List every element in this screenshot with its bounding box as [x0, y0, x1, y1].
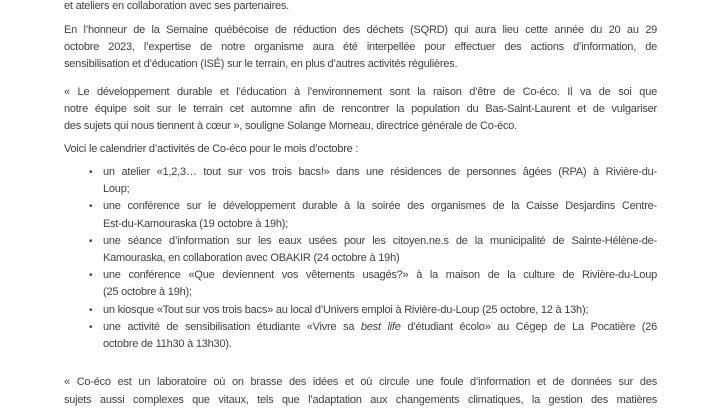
text-line: une conférence «Que deviennent vos vêtements usagés?» à la maison de la culture de Rivière-du-Loup	[103, 269, 657, 282]
list-item	[64, 198, 657, 232]
bullet-icon: •	[89, 235, 93, 247]
text-line: octobre de 11h30 à 13h30).	[103, 338, 232, 351]
bullet-text	[103, 319, 657, 353]
text-line: un kiosque «Tout sur vos trois bacs» au local d’Univers emploi à Rivière-du-Loup (25 octobre, 12 à 13h);	[103, 303, 589, 316]
text-line: sujets aussi complexes que vitaux, tels que l’adaptation aux changements climatiques, la gestion des matières	[64, 394, 657, 406]
italic-text: best life	[360, 320, 401, 333]
text-line: notre équipe soit sur le terrain cet automne afin de rencontrer la population du Bas-Saint-Laurent et de vulgariser	[64, 103, 657, 116]
text-line: « Co-éco est un laboratoire où on brasse des idées et où circule une foule d’information et de données sur des	[64, 376, 657, 388]
list-item	[64, 164, 657, 198]
text-line: sensibilisation et d’éducation (ISÉ) sur le terrain, en plus d’autres activités régulières.	[64, 58, 458, 71]
paragraph-quote-solange	[64, 84, 657, 136]
list-item	[64, 233, 657, 267]
text-line: « Le développement durable et l’éducation à l’environnement sont la raison d’être de Co-éco. Il va de soi que	[64, 86, 657, 98]
text-line: une séance d’information sur les eaux usées pour les citoyen.ne.s de la municipalité de Sainte-Hélène-de-	[103, 234, 657, 247]
text-line: En l’honneur de la Semaine québécoise de réduction des déchets (SQRD) qui aura lieu cette année du 20 au 29	[64, 24, 657, 36]
paragraph-partners-closing	[64, 0, 657, 15]
activities-bullet-list	[64, 164, 657, 353]
document-content	[64, 0, 657, 405]
text-line: une conférence sur le développement durable à la soirée des organismes de la Caisse Desjardins Centre-	[103, 200, 657, 213]
bullet-icon: •	[89, 167, 93, 178]
text-line: octobre 2023, l’expertise de notre organisme aura été interpellée pour effectuer des actions d’information, de	[64, 41, 657, 54]
bullet-icon: •	[89, 304, 93, 316]
list-item	[64, 267, 657, 301]
paragraph-calendar-intro	[64, 141, 657, 158]
bullet-text	[103, 164, 657, 198]
text-run: une activité de sensibilisation étudiante «Vivre sa	[103, 320, 361, 333]
text-line: Kamouraska, en collaboration avec OBAKIR (24 octobre à 19h)	[103, 252, 400, 265]
list-item	[64, 319, 657, 353]
text-line: et ateliers en collaboration avec ses partenaires.	[64, 0, 290, 12]
text-line: (25 octobre à 19h);	[103, 286, 192, 299]
paragraph-quote-coeco-lab	[64, 373, 657, 409]
text-line: des sujets qui nous tiennent à cœur », souligne Solange Morneau, directrice générale de Co-éco.	[64, 120, 517, 133]
text-line: Voici le calendrier d’activités de Co-éco pour le mois d’octobre :	[64, 143, 359, 155]
text-line: Loup;	[103, 183, 130, 196]
paragraph-sqrd-announcement	[64, 22, 657, 74]
text-line: Est-du-Kamouraska (19 octobre à 19h);	[103, 217, 289, 230]
bullet-text	[103, 302, 657, 319]
bullet-text	[103, 233, 657, 267]
bullet-text	[103, 198, 657, 232]
text-line: un atelier «1,2,3… tout sur vos trois bacs!» dans une résidences de personnes âgées (RPA) à Rivière-du-	[103, 166, 657, 178]
text-line	[103, 319, 657, 336]
bullet-text	[103, 267, 657, 301]
bullet-icon: •	[89, 201, 93, 213]
bullet-icon: •	[89, 270, 93, 282]
bullet-icon: •	[89, 321, 93, 333]
text-run: d’étudiant écolo» au Cégep de La Pocatière (26	[400, 320, 657, 333]
list-item	[64, 302, 657, 319]
